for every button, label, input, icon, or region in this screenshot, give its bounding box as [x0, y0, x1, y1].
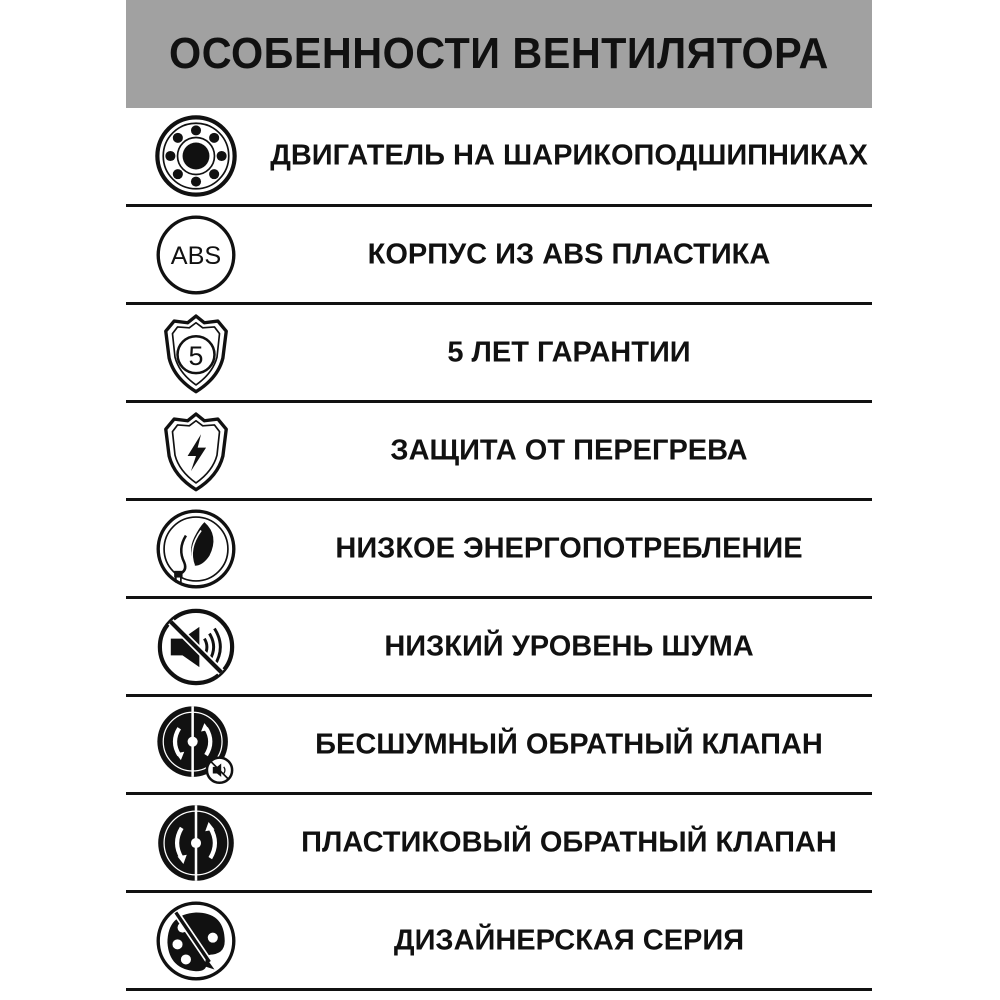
page-title: ОСОБЕННОСТИ ВЕНТИЛЯТОРА — [169, 29, 829, 78]
feature-row — [126, 403, 872, 501]
silent-check-valve-icon — [152, 701, 240, 789]
shield-icon-number: 5 — [188, 340, 204, 371]
feature-label: ДВИГАТЕЛЬ НА ШАРИКОПОДШИПНИКАХ — [270, 139, 868, 172]
feature-label: КОРПУС ИЗ ABS ПЛАСТИКА — [367, 238, 771, 270]
feature-label: ПЛАСТИКОВЫЙ ОБРАТНЫЙ КЛАПАН — [301, 826, 837, 858]
header-banner — [126, 0, 872, 108]
feature-label: НИЗКИЙ УРОВЕНЬ ШУМА — [384, 630, 754, 662]
ball-bearing-icon — [152, 112, 240, 200]
feature-row — [126, 697, 872, 795]
feature-row — [126, 599, 872, 697]
feature-label: 5 ЛЕТ ГАРАНТИИ — [447, 336, 691, 368]
check-valve-icon — [152, 799, 240, 887]
speaker-muted-icon — [152, 603, 240, 691]
feature-label: НИЗКОЕ ЭНЕРГОПОТРЕБЛЕНИЕ — [335, 532, 803, 564]
abs-icon-text: ABS — [170, 241, 222, 270]
feature-row — [126, 305, 872, 403]
feature-row — [126, 207, 872, 305]
feature-row — [126, 893, 872, 991]
shield-5-icon — [152, 309, 240, 397]
feature-row — [126, 795, 872, 893]
feature-label: ДИЗАЙНЕРСКАЯ СЕРИЯ — [393, 924, 745, 956]
feature-label: БЕСШУМНЫЙ ОБРАТНЫЙ КЛАПАН — [315, 728, 823, 760]
feature-row — [126, 501, 872, 599]
feature-label: ЗАЩИТА ОТ ПЕРЕГРЕВА — [390, 434, 748, 466]
palette-brush-icon — [152, 897, 240, 985]
feature-row — [126, 108, 872, 207]
abs-badge-icon — [152, 211, 240, 299]
feature-list — [126, 108, 872, 991]
leaf-plug-icon — [152, 505, 240, 593]
shield-lightning-icon — [152, 407, 240, 495]
